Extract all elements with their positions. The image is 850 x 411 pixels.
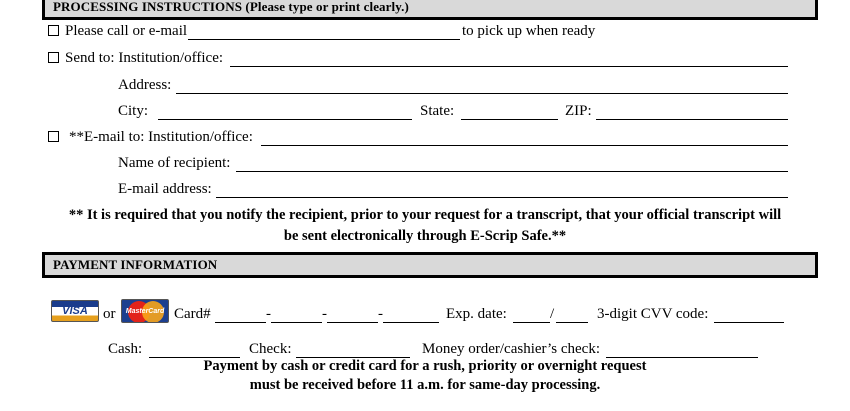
exp-year-field[interactable] [556, 309, 588, 323]
card-number-segment-2[interactable] [271, 309, 322, 323]
call-email-label: Please call or e-mail [65, 23, 188, 39]
check-field[interactable] [296, 344, 410, 358]
card-number-segment-1[interactable] [215, 309, 266, 323]
zip-label: ZIP: [565, 103, 592, 119]
processing-section-header [42, 0, 818, 20]
email-to-label: **E-mail to: Institution/office: [69, 129, 253, 145]
processing-section-title: PROCESSING INSTRUCTIONS (Please type or print clearly.) [53, 0, 409, 14]
notice-line-1: ** It is required that you notify the recipient, prior to your request for a transcript, that your official transcript will [68, 207, 782, 223]
send-to-label: Send to: Institution/office: [65, 50, 224, 66]
call-email-checkbox[interactable] [48, 25, 59, 36]
payment-section-title: PAYMENT INFORMATION [53, 257, 218, 272]
city-field[interactable] [158, 106, 412, 120]
notice-line-2: be sent electronically through E-Scrip Safe.** [283, 228, 567, 244]
check-label: Check: [249, 341, 292, 357]
cash-label: Cash: [108, 341, 143, 357]
state-field[interactable] [461, 106, 558, 120]
mastercard-icon: MasterCard [121, 299, 169, 323]
card-number-label: Card# [174, 306, 211, 322]
email-address-field[interactable] [216, 184, 788, 198]
card-number-sep-3: - [378, 306, 383, 322]
recipient-label: Name of recipient: [118, 155, 231, 171]
payment-note-line-1: Payment by cash or credit card for a rush, priority or overnight request [203, 358, 647, 374]
call-email-suffix: to pick up when ready [462, 23, 596, 39]
cash-field[interactable] [149, 344, 240, 358]
email-to-checkbox[interactable] [48, 131, 59, 142]
card-number-sep-2: - [322, 306, 327, 322]
email-to-institution-field[interactable] [261, 132, 788, 146]
money-order-label: Money order/cashier’s check: [422, 341, 600, 357]
recipient-field[interactable] [236, 158, 788, 172]
email-address-label: E-mail address: [118, 181, 212, 197]
cvv-label: 3-digit CVV code: [597, 306, 709, 322]
payment-note-line-2: must be received before 11 a.m. for same-day processing. [249, 377, 601, 393]
visa-icon: VISA [51, 300, 99, 322]
card-number-segment-4[interactable] [383, 309, 439, 323]
address-field[interactable] [176, 80, 788, 94]
card-number-sep-1: - [266, 306, 271, 322]
state-label: State: [420, 103, 455, 119]
exp-date-label: Exp. date: [446, 306, 507, 322]
exp-date-sep: / [550, 306, 555, 322]
or-label: or [103, 306, 116, 322]
city-label: City: [118, 103, 149, 119]
address-label: Address: [118, 77, 172, 93]
exp-month-field[interactable] [513, 309, 550, 323]
send-to-checkbox[interactable] [48, 52, 59, 63]
zip-field[interactable] [596, 106, 788, 120]
send-to-institution-field[interactable] [230, 53, 788, 67]
call-email-field[interactable] [188, 26, 460, 40]
cvv-field[interactable] [714, 309, 784, 323]
money-order-field[interactable] [606, 344, 758, 358]
card-number-segment-3[interactable] [327, 309, 378, 323]
payment-section-header [42, 252, 818, 278]
